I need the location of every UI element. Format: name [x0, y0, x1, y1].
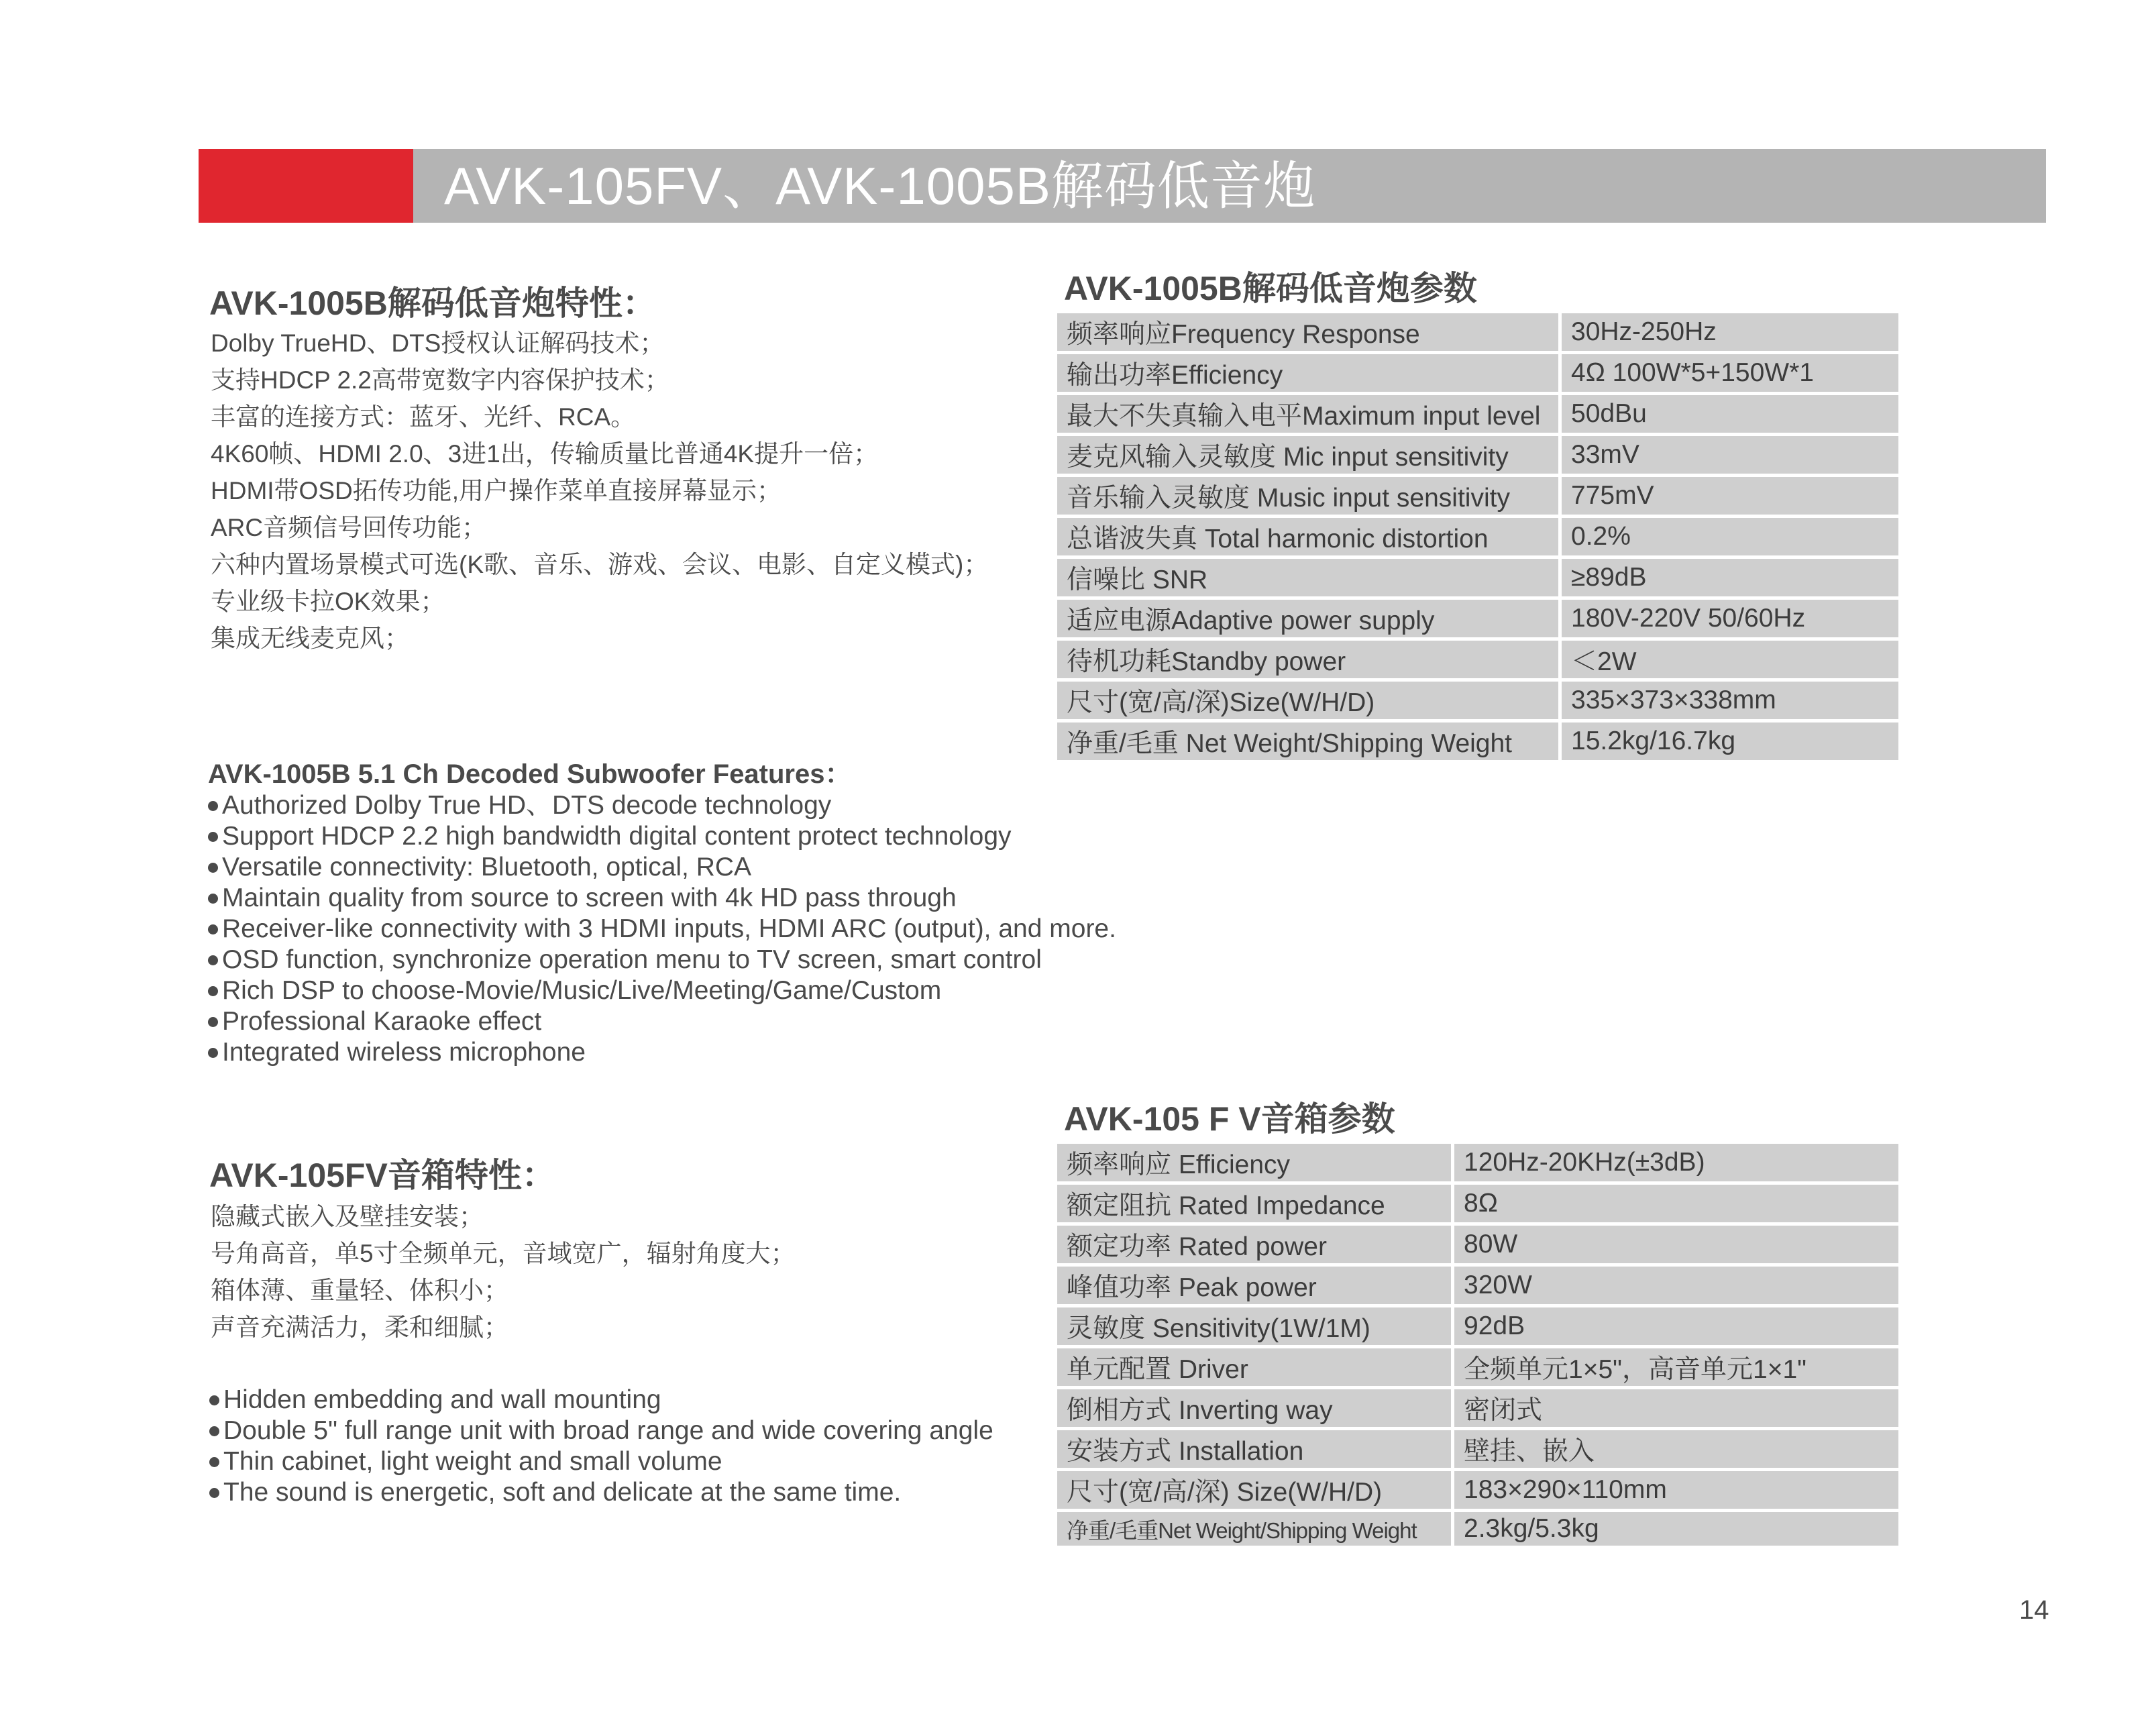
- list-item: Professional Karaoke effect: [208, 1006, 1116, 1037]
- table-row: [1057, 723, 1898, 760]
- spec-value: 183×290×110mm: [1454, 1471, 1898, 1509]
- table-row: [1057, 641, 1898, 678]
- subwoofer-features-en-list: [208, 790, 1116, 1068]
- list-item: Dolby TrueHD、DTS授权认证解码技术；: [211, 329, 665, 357]
- table-row: [1057, 1307, 1898, 1345]
- list-item: ARC音频信号回传功能；: [211, 514, 487, 541]
- bullet-icon: [208, 801, 218, 811]
- table-row: [1057, 1267, 1898, 1304]
- spec-value: 33mV: [1562, 436, 1898, 474]
- banner-accent-block: [199, 149, 413, 223]
- spec-value: 335×373×338mm: [1562, 682, 1898, 719]
- spec-value: 80W: [1454, 1226, 1898, 1263]
- bullet-icon: [209, 1395, 219, 1405]
- page-number: 14: [2019, 1595, 2049, 1625]
- list-item: 箱体薄、重量轻、体积小；: [211, 1277, 508, 1304]
- spec-label: 总谐波失真 Total harmonic distortion: [1057, 518, 1562, 555]
- spec-value: 密闭式: [1454, 1389, 1898, 1427]
- list-item: Rich DSP to choose-Movie/Music/Live/Meeting/Game/Custom: [208, 975, 1116, 1006]
- spec-value: 0.2%: [1562, 518, 1898, 555]
- spec-label: 净重/毛重 Net Weight/Shipping Weight: [1057, 723, 1562, 760]
- table-row: [1057, 395, 1898, 433]
- list-item: Authorized Dolby True HD、DTS decode technology: [208, 790, 1116, 821]
- spec-label: 额定功率 Rated power: [1057, 1226, 1454, 1263]
- table-row: [1057, 1471, 1898, 1509]
- list-item: Support HDCP 2.2 high bandwidth digital content protect technology: [208, 821, 1116, 852]
- spec-label: 适应电源Adaptive power supply: [1057, 600, 1562, 637]
- spec-value: 50dBu: [1562, 395, 1898, 433]
- spec-value: 30Hz-250Hz: [1562, 313, 1898, 351]
- table-row: [1057, 436, 1898, 474]
- table-row: [1057, 518, 1898, 555]
- bullet-icon: [209, 1488, 219, 1498]
- table-row: [1057, 1144, 1898, 1181]
- bullet-icon: [209, 1426, 219, 1436]
- list-item: Double 5" full range unit with broad range and wide covering angle: [209, 1415, 993, 1446]
- speaker-specs-title: AVK-105 F V音箱参数: [1064, 1100, 1395, 1138]
- speaker-features-cn-title: AVK-105FV音箱特性：: [209, 1157, 555, 1194]
- spec-value: 180V-220V 50/60Hz: [1562, 600, 1898, 637]
- table-row: [1057, 1430, 1898, 1468]
- bullet-icon: [208, 1017, 218, 1027]
- table-row: [1057, 477, 1898, 515]
- list-item: 号角高音，单5寸全频单元，音域宽广，辐射角度大；: [211, 1240, 796, 1267]
- list-item: 集成无线麦克风；: [211, 625, 409, 652]
- list-item: Hidden embedding and wall mounting: [209, 1385, 993, 1415]
- spec-label: 净重/毛重Net Weight/Shipping Weight: [1057, 1512, 1454, 1546]
- subwoofer-features-cn-title: AVK-1005B解码低音炮特性：: [209, 284, 656, 322]
- table-row: [1057, 313, 1898, 351]
- list-item: Thin cabinet, light weight and small volume: [209, 1446, 993, 1477]
- spec-label: 音乐输入灵敏度 Music input sensitivity: [1057, 477, 1562, 515]
- spec-label: 最大不失真输入电平Maximum input level: [1057, 395, 1562, 433]
- table-row: [1057, 682, 1898, 719]
- spec-label: 额定阻抗 Rated Impedance: [1057, 1185, 1454, 1222]
- spec-label: 待机功耗Standby power: [1057, 641, 1562, 678]
- spec-value: 92dB: [1454, 1307, 1898, 1345]
- spec-label: 输出功率Efficiency: [1057, 354, 1562, 392]
- table-row: [1057, 1512, 1898, 1546]
- spec-value: 120Hz-20KHz(±3dB): [1454, 1144, 1898, 1181]
- table-row: [1057, 1185, 1898, 1222]
- table-row: [1057, 600, 1898, 637]
- spec-value: 2.3kg/5.3kg: [1454, 1512, 1898, 1546]
- spec-label: 尺寸(宽/高/深)Size(W/H/D): [1057, 682, 1562, 719]
- bullet-icon: [208, 1048, 218, 1058]
- bullet-icon: [208, 894, 218, 904]
- bullet-icon: [208, 986, 218, 996]
- table-row: [1057, 1348, 1898, 1386]
- bullet-icon: [208, 924, 218, 934]
- spec-value: 775mV: [1562, 477, 1898, 515]
- spec-label: 安装方式 Installation: [1057, 1430, 1454, 1468]
- subwoofer-features-cn-list: [211, 325, 988, 657]
- list-item: Receiver-like connectivity with 3 HDMI inputs, HDMI ARC (output), and more.: [208, 914, 1116, 945]
- header-banner: [199, 149, 2046, 223]
- speaker-features-cn-list: [211, 1198, 796, 1346]
- spec-value: 320W: [1454, 1267, 1898, 1304]
- list-item: The sound is energetic, soft and delicate at the same time.: [209, 1477, 993, 1508]
- table-row: [1057, 559, 1898, 596]
- bullet-icon: [208, 955, 218, 965]
- spec-value: 4Ω 100W*5+150W*1: [1562, 354, 1898, 392]
- list-item: 支持HDCP 2.2高带宽数字内容保护技术；: [211, 366, 669, 394]
- spec-value: 壁挂、嵌入: [1454, 1430, 1898, 1468]
- page-title: AVK-105FV、AVK-1005B解码低音炮: [444, 156, 1316, 215]
- list-item: 丰富的连接方式：蓝牙、光纤、RCA。: [211, 403, 636, 431]
- spec-label: 频率响应 Efficiency: [1057, 1144, 1454, 1181]
- list-item: 4K60帧、HDMI 2.0、3进1出，传输质量比普通4K提升一倍；: [211, 440, 879, 468]
- bullet-icon: [209, 1457, 219, 1467]
- bullet-icon: [208, 863, 218, 873]
- spec-label: 尺寸(宽/高/深) Size(W/H/D): [1057, 1471, 1454, 1509]
- list-item: HDMI带OSD拓传功能,用户操作菜单直接屏幕显示；: [211, 477, 781, 504]
- spec-label: 频率响应Frequency Response: [1057, 313, 1562, 351]
- spec-label: 峰值功率 Peak power: [1057, 1267, 1454, 1304]
- spec-label: 倒相方式 Inverting way: [1057, 1389, 1454, 1427]
- list-item: 隐藏式嵌入及壁挂安装；: [211, 1203, 484, 1230]
- speaker-specs-table: [1057, 1140, 1898, 1549]
- spec-value: ＜2W: [1562, 641, 1898, 678]
- spec-value: 8Ω: [1454, 1185, 1898, 1222]
- spec-label: 单元配置 Driver: [1057, 1348, 1454, 1386]
- table-row: [1057, 1226, 1898, 1263]
- spec-label: 麦克风输入灵敏度 Mic input sensitivity: [1057, 436, 1562, 474]
- subwoofer-specs-table: [1057, 310, 1898, 763]
- list-item: Integrated wireless microphone: [208, 1037, 1116, 1068]
- spec-label: 灵敏度 Sensitivity(1W/1M): [1057, 1307, 1454, 1345]
- list-item: OSD function, synchronize operation menu to TV screen, smart control: [208, 945, 1116, 975]
- table-row: [1057, 1389, 1898, 1427]
- list-item: 六种内置场景模式可选(K歌、音乐、游戏、会议、电影、自定义模式)；: [211, 551, 989, 578]
- subwoofer-specs-title: AVK-1005B解码低音炮参数: [1064, 270, 1477, 307]
- spec-value: 全频单元1×5"，高音单元1×1": [1454, 1348, 1898, 1386]
- spec-value: 15.2kg/16.7kg: [1562, 723, 1898, 760]
- list-item: 声音充满活力，柔和细腻；: [211, 1314, 508, 1341]
- bullet-icon: [208, 832, 218, 842]
- list-item: 专业级卡拉OK效果；: [211, 588, 445, 615]
- list-item: Maintain quality from source to screen with 4k HD pass through: [208, 883, 1116, 914]
- spec-label: 信噪比 SNR: [1057, 559, 1562, 596]
- spec-value: ≥89dB: [1562, 559, 1898, 596]
- speaker-features-en-list: [209, 1385, 993, 1508]
- table-row: [1057, 354, 1898, 392]
- subwoofer-features-en-title: AVK-1005B 5.1 Ch Decoded Subwoofer Features：: [208, 759, 852, 789]
- list-item: Versatile connectivity: Bluetooth, optical, RCA: [208, 852, 1116, 883]
